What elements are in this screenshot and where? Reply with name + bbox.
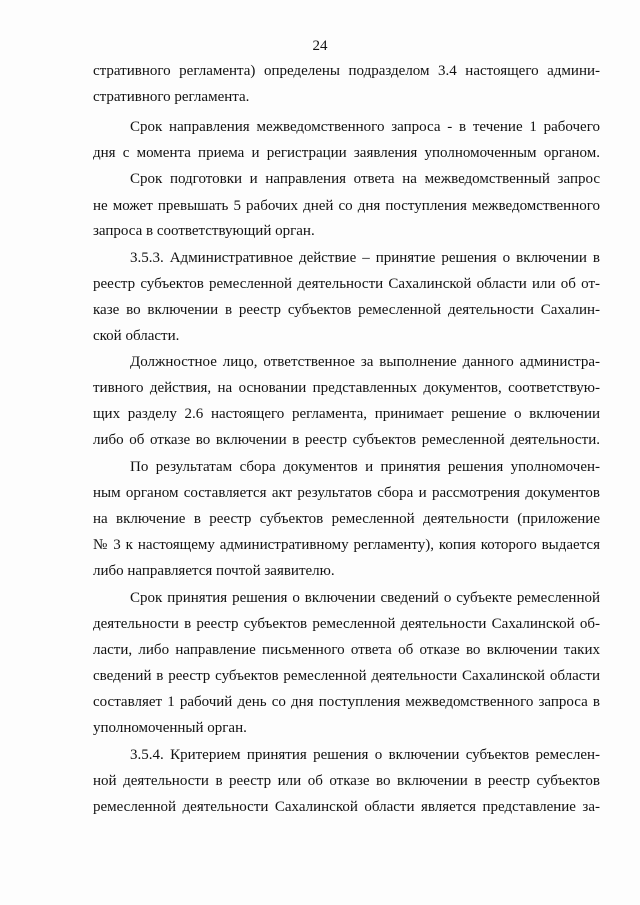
text-line: № 3 к настоящему административному регламенту), копия которого выдается bbox=[93, 537, 600, 553]
text-line: ской области. bbox=[93, 328, 180, 344]
text-line: сведений в реестр субъектов ремесленной деятельности Сахалинской области bbox=[93, 668, 600, 684]
text-line: ным органом составляется акт результатов сбора и рассмотрения документов bbox=[93, 485, 600, 501]
text-line: либо об отказе во включении в реестр субъектов ремесленной деятельности. bbox=[93, 432, 600, 448]
text-line: Срок подготовки и направления ответа на межведомственный запрос bbox=[130, 171, 600, 187]
text-line: казе во включении в реестр субъектов ремесленной деятельности Сахалин- bbox=[93, 302, 600, 318]
text-line: Срок направления межведомственного запроса - в течение 1 рабочего bbox=[130, 119, 600, 135]
text-line: Должностное лицо, ответственное за выполнение данного администра- bbox=[130, 354, 600, 370]
text-line: стративного регламента) определены подразделом 3.4 настоящего админи- bbox=[93, 63, 600, 79]
text-line: По результатам сбора документов и принятия решения уполномочен- bbox=[130, 459, 600, 475]
page-number: 24 bbox=[312, 38, 328, 54]
text-line: запроса в соответствующий орган. bbox=[93, 223, 315, 239]
text-line: щих разделу 2.6 настоящего регламента, принимает решение о включении bbox=[93, 406, 600, 422]
text-line: 3.5.3. Административное действие – принятие решения о включении в bbox=[130, 250, 600, 266]
text-line: не может превышать 5 рабочих дней со дня поступления межведомственного bbox=[93, 198, 600, 214]
text-line: Срок принятия решения о включении сведений о субъекте ремесленной bbox=[130, 590, 600, 606]
text-line: уполномоченный орган. bbox=[93, 720, 247, 736]
text-line: реестр субъектов ремесленной деятельности Сахалинской области или об от- bbox=[93, 276, 600, 292]
text-line: тивного действия, на основании представленных документов, соответствую- bbox=[93, 380, 600, 396]
text-line: 3.5.4. Критерием принятия решения о включении субъектов ремеслен- bbox=[130, 747, 600, 763]
text-line: либо направляется почтой заявителю. bbox=[93, 563, 335, 579]
text-line: ласти, либо направление письменного ответа об отказе во включении таких bbox=[93, 642, 600, 658]
text-line: стративного регламента. bbox=[93, 89, 250, 105]
text-line: дня с момента приема и регистрации заявления уполномоченным органом. bbox=[93, 145, 600, 161]
text-line: ной деятельности в реестр или об отказе во включении в реестр субъектов bbox=[93, 773, 600, 789]
text-line: ремесленной деятельности Сахалинской области является представление за- bbox=[93, 799, 600, 815]
text-line: деятельности в реестр субъектов ремесленной деятельности Сахалинской об- bbox=[93, 616, 600, 632]
text-line: на включение в реестр субъектов ремесленной деятельности (приложение bbox=[93, 511, 600, 527]
text-line: составляет 1 рабочий день со дня поступления межведомственного запроса в bbox=[93, 694, 600, 710]
